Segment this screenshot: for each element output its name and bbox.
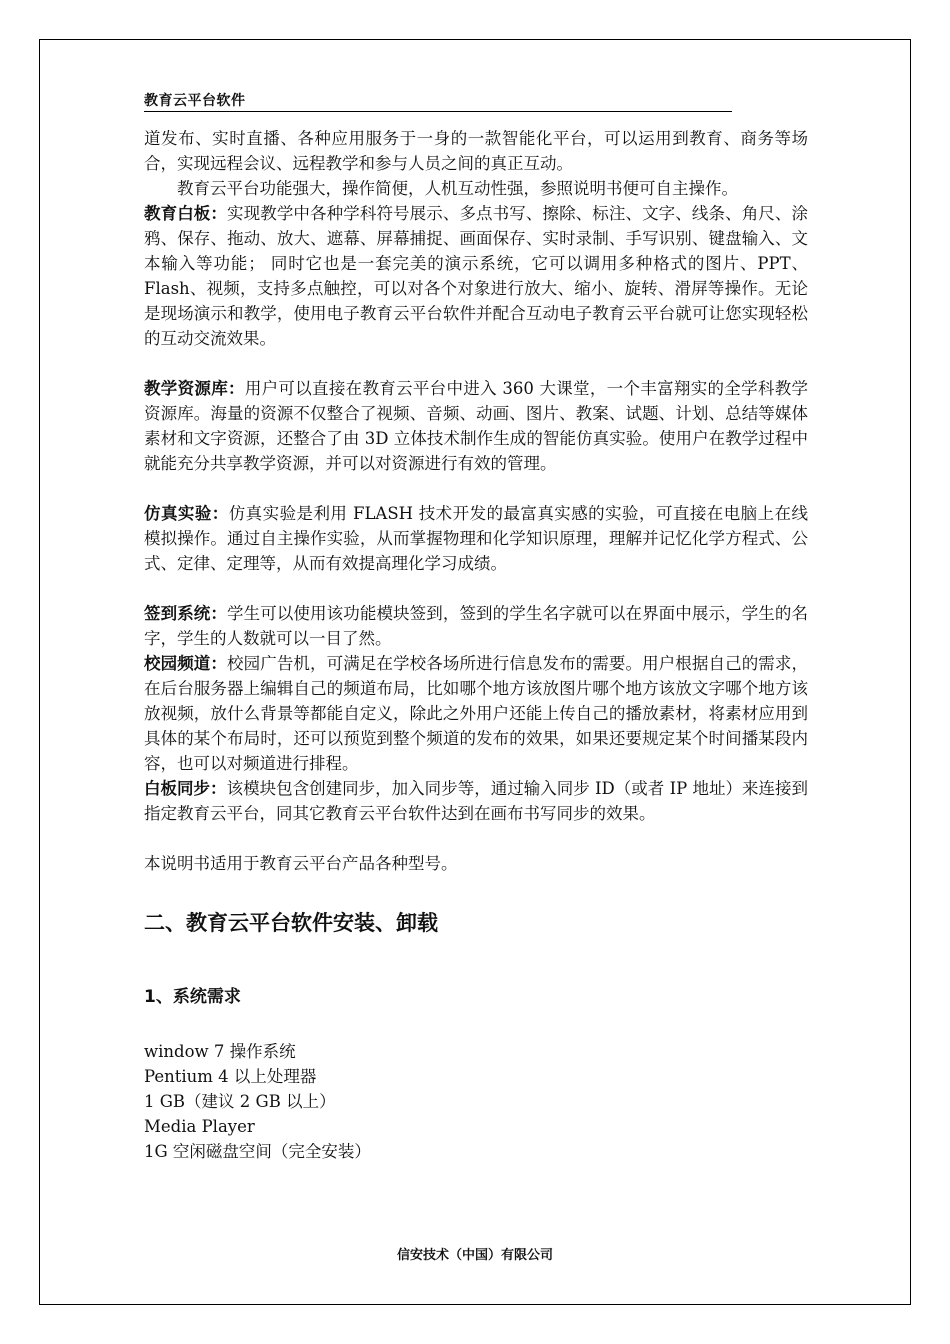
section-heading: 二、教育云平台软件安装、卸载 (144, 911, 438, 935)
feature-text: 学生可以使用该功能模块签到，签到的学生名字就可以在界面中展示，学生的名字，学生的人数就可以一目了然。 (144, 604, 809, 648)
feature-resource-library (144, 376, 808, 476)
feature-checkin (144, 601, 808, 651)
page-footer: 信安技术（中国）有限公司 (396, 1248, 553, 1263)
list-item: window 7 操作系统 (144, 1042, 296, 1061)
feature-label: 教育白板： (144, 204, 228, 223)
feature-label: 白板同步： (144, 779, 227, 798)
feature-text: 用户可以直接在教育云平台中进入 360 大课堂，一个丰富翔实的全学科教学资源库。海量的资源不仅整合了视频、音频、动画、图片、教案、试题、计划、总结等媒体素材和文字资源，还整合了由 3D 立体技术制作生成的智能仿真实验。使用户在教学过程中就能充分共享教学资源，并可以对资源进行有效的管理。 (144, 379, 809, 473)
document-body (144, 92, 808, 1164)
feature-text: 仿真实验是利用 FLASH 技术开发的最富真实感的实验，可直接在电脑上在线模拟操作。通过自主操作实验，从而掌握物理和化学知识原理，理解并记忆化学方程式、公式、定律、定理等，从而有效提高理化学习成绩。 (144, 504, 809, 573)
feature-label: 仿真实验： (144, 504, 229, 523)
feature-whiteboard (144, 201, 808, 351)
list-item: 1 GB（建议 2 GB 以上） (144, 1092, 336, 1111)
list-item: 1G 空闲磁盘空间（完全安装） (144, 1142, 371, 1161)
intro-paragraph: 道发布、实时直播、各种应用服务于一身的一款智能化平台，可以运用到教育、商务等场合，实现远程会议、远程教学和参与人员之间的真正互动。 (144, 129, 808, 173)
feature-campus-channel (144, 651, 808, 776)
feature-simulation (144, 501, 808, 576)
intro-summary: 教育云平台功能强大，操作简便，人机互动性强，参照说明书便可自主操作。 (177, 179, 738, 198)
feature-label: 签到系统： (144, 604, 228, 623)
applicability-note: 本说明书适用于教育云平台产品各种型号。 (144, 854, 458, 873)
running-header: 教育云平台软件 (144, 92, 732, 112)
list-item: Media Player (144, 1117, 255, 1136)
list-item: Pentium 4 以上处理器 (144, 1067, 317, 1086)
subsection-heading: 1、系统需求 (144, 987, 241, 1007)
feature-label: 校园频道： (144, 654, 228, 673)
feature-label: 教学资源库： (144, 379, 245, 398)
feature-whiteboard-sync (144, 776, 808, 826)
feature-text: 实现教学中各种学科符号展示、多点书写、擦除、标注、文字、线条、角尺、涂鸦、保存、拖动、放大、遮幕、屏幕捕捉、画面保存、实时录制、手写识别、键盘输入、文本输入等功能； 同时它也是一套完美的演示系统，它可以调用多种格式的图片、PPT、Flash、视频，支持多点触控，可以对各个对象进行放大、缩小、旋转、滑屏等操作。无论是现场演示和教学，使用电子教育云平台软件并配合互动电子教育云平台就可让您实现轻松的互动交流效果。 (144, 204, 809, 348)
feature-text: 校园广告机，可满足在学校各场所进行信息发布的需要。用户根据自己的需求，在后台服务器上编辑自己的频道布局，比如哪个地方该放图片哪个地方该放文字哪个地方该放视频，放什么背景等都能自定义，除此之外用户还能上传自己的播放素材，将素材应用到具体的某个布局时，还可以预览到整个频道的发布的效果，如果还要规定某个时间播某段内容，也可以对频道进行排程。 (144, 654, 809, 773)
feature-text: 该模块包含创建同步，加入同步等，通过输入同步 ID（或者 IP 地址）来连接到指定教育云平台，同其它教育云平台软件达到在画布书写同步的效果。 (144, 779, 809, 823)
requirements-list (144, 1039, 808, 1164)
